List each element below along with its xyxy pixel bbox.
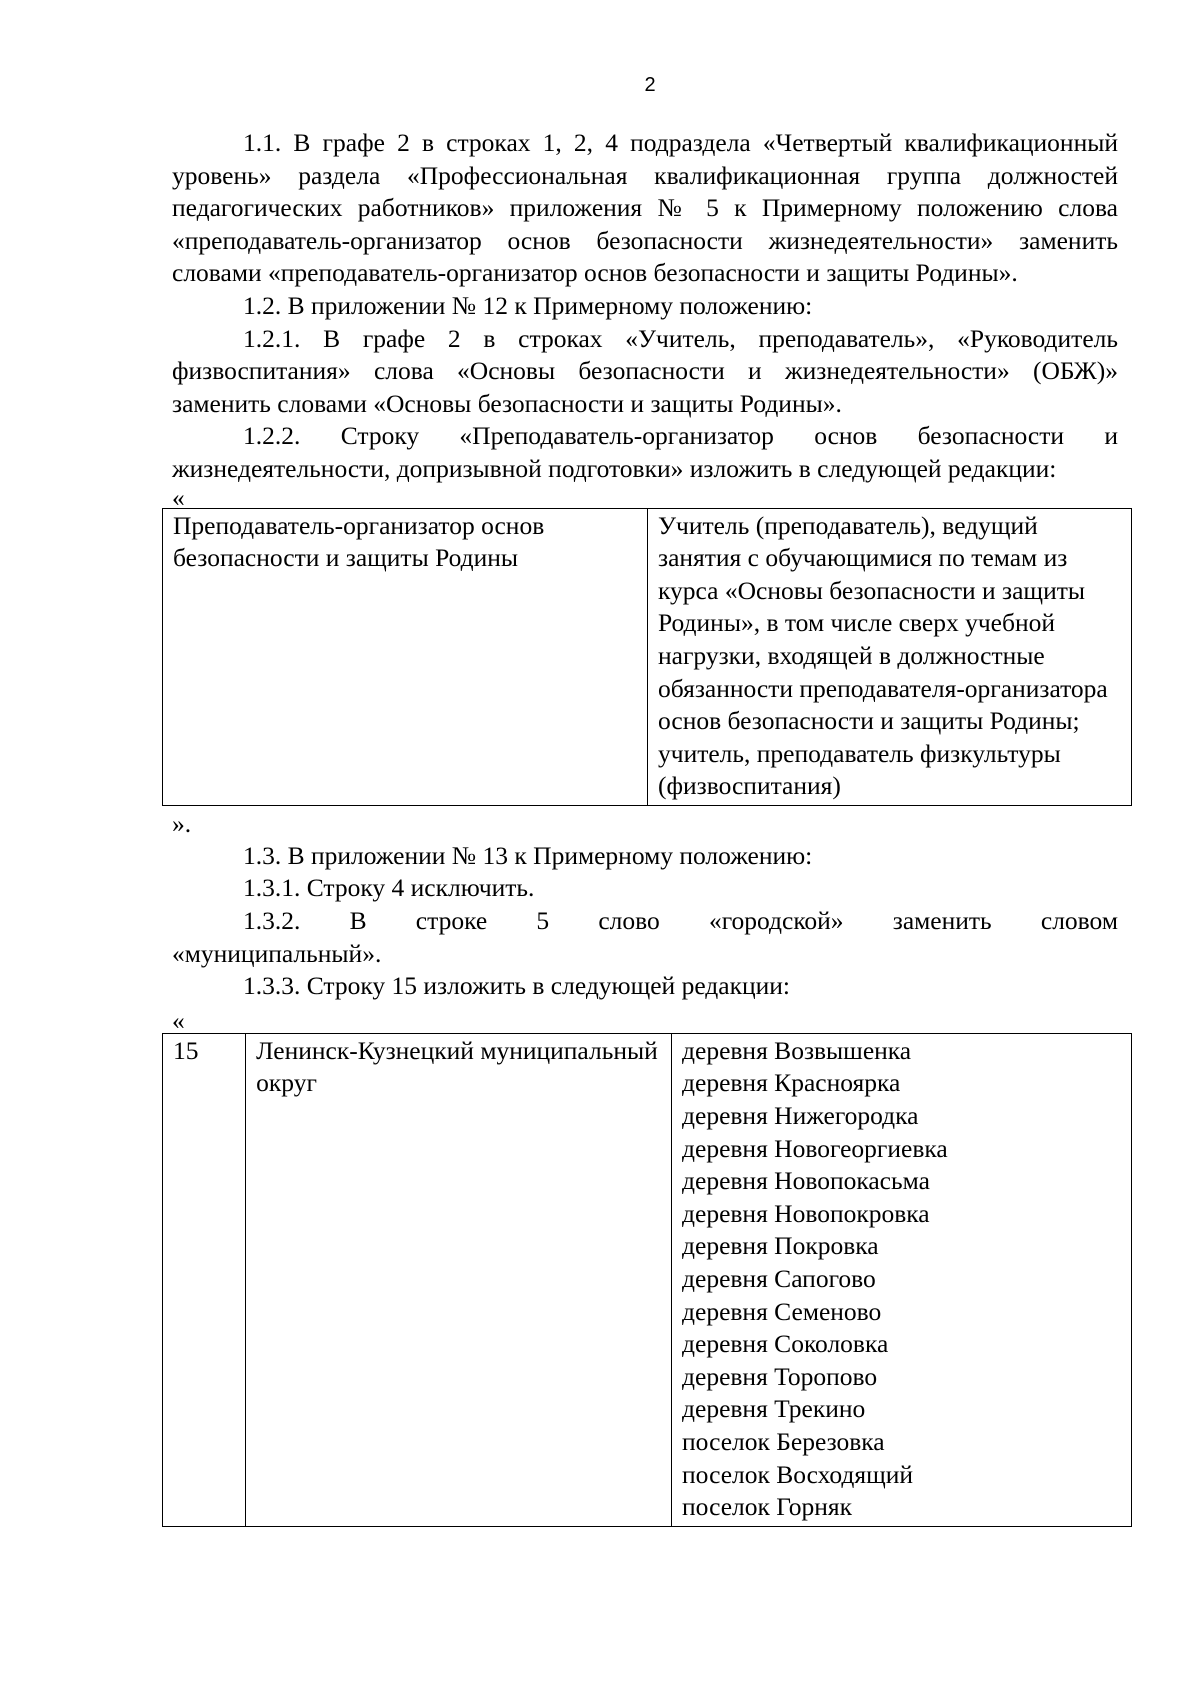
row-number-cell: 15 xyxy=(163,1033,246,1526)
position-title-cell: Преподаватель-организатор основ безопасности и защиты Родины xyxy=(163,508,648,805)
settlement-item: поселок Горняк xyxy=(682,1492,853,1522)
word: словом xyxy=(1040,906,1118,936)
quote-open-mark: « xyxy=(172,1005,185,1035)
settlement-item: деревня Нижегородка xyxy=(682,1101,919,1131)
settlements-table xyxy=(162,1033,1132,1527)
word: 5 xyxy=(536,906,550,936)
settlement-item: деревня Трекино xyxy=(682,1394,866,1424)
settlements-list-cell xyxy=(672,1033,1132,1526)
word: 1.3.2. xyxy=(243,906,301,936)
quote-open-mark: « xyxy=(172,482,185,512)
paragraph-1-3-2-line xyxy=(172,905,1118,938)
settlement-item: деревня Соколовка xyxy=(682,1329,889,1359)
quote-close-mark: ». xyxy=(172,808,192,838)
word: строке xyxy=(415,906,488,936)
table-row xyxy=(163,508,1132,805)
word: заменить xyxy=(892,906,992,936)
word: «городской» xyxy=(708,906,844,936)
settlement-item: деревня Новопокасьма xyxy=(682,1166,930,1196)
paragraph-1-3-2-tail: «муниципальный». xyxy=(172,938,382,968)
word: В xyxy=(349,906,367,936)
paragraph-1-3-1: 1.3.1. Строку 4 исключить. xyxy=(243,873,535,903)
page-number: 2 xyxy=(644,74,656,96)
settlement-item: деревня Покровка xyxy=(682,1231,879,1261)
paragraph-1-3: 1.3. В приложении № 13 к Примерному положению: xyxy=(243,840,813,870)
settlement-item: деревня Торопово xyxy=(682,1361,878,1391)
municipality-name-cell: Ленинск-Кузнецкий муниципальный округ xyxy=(246,1033,672,1526)
settlement-item: поселок Восходящий xyxy=(682,1459,914,1489)
word: слово xyxy=(598,906,660,936)
paragraph-1-2: 1.2. В приложении № 12 к Примерному положению: xyxy=(243,290,813,320)
document-body xyxy=(172,127,1118,1527)
settlement-item: деревня Новопокровка xyxy=(682,1198,930,1228)
settlement-item: деревня Семеново xyxy=(682,1296,882,1326)
position-description-cell: Учитель (преподаватель), ведущий занятия с обучающимися по темам из курса «Основы безопасности и защиты Родины», в том числе сверх учебной нагрузки, входящей в должностные обязанности преподавателя-организатора основ безопасности и защиты Родины; учитель, преподаватель физкультуры (физвоспитания) xyxy=(648,508,1132,805)
paragraph-1-1: 1.1. В графе 2 в строках 1, 2, 4 подраздела «Четвертый квалификационный уровень» раздела «Профессиональная квалификационная группа должностей педагогических работников» приложения № 5 к Примерному положению слова «преподаватель-организатор основ безопасности жизнедеятельности» заменить словами «преподаватель-организатор основ безопасности и защиты Родины». xyxy=(172,128,1118,288)
position-table xyxy=(162,508,1132,806)
table-row xyxy=(163,1033,1132,1526)
settlement-item: деревня Сапогово xyxy=(682,1264,876,1293)
settlement-item: деревня Новогеоргиевка xyxy=(682,1133,948,1163)
settlement-item: деревня Красноярка xyxy=(682,1068,901,1098)
paragraph-1-2-1: 1.2.1. В графе 2 в строках «Учитель, преподаватель», «Руководитель физвоспитания» слова «Основы безопасности и жизнедеятельности» (ОБЖ)» заменить словами «Основы безопасности и защиты Родины». xyxy=(172,323,1118,418)
settlement-item: деревня Возвышенка xyxy=(682,1035,912,1065)
paragraph-1-2-2: 1.2.2. Строку «Преподаватель-организатор основ безопасности и жизнедеятельности, допризывной подготовки» изложить в следующей редакции: xyxy=(172,421,1118,483)
settlement-item: поселок Березовка xyxy=(682,1426,885,1456)
paragraph-1-3-3: 1.3.3. Строку 15 изложить в следующей редакции: xyxy=(243,971,791,1001)
